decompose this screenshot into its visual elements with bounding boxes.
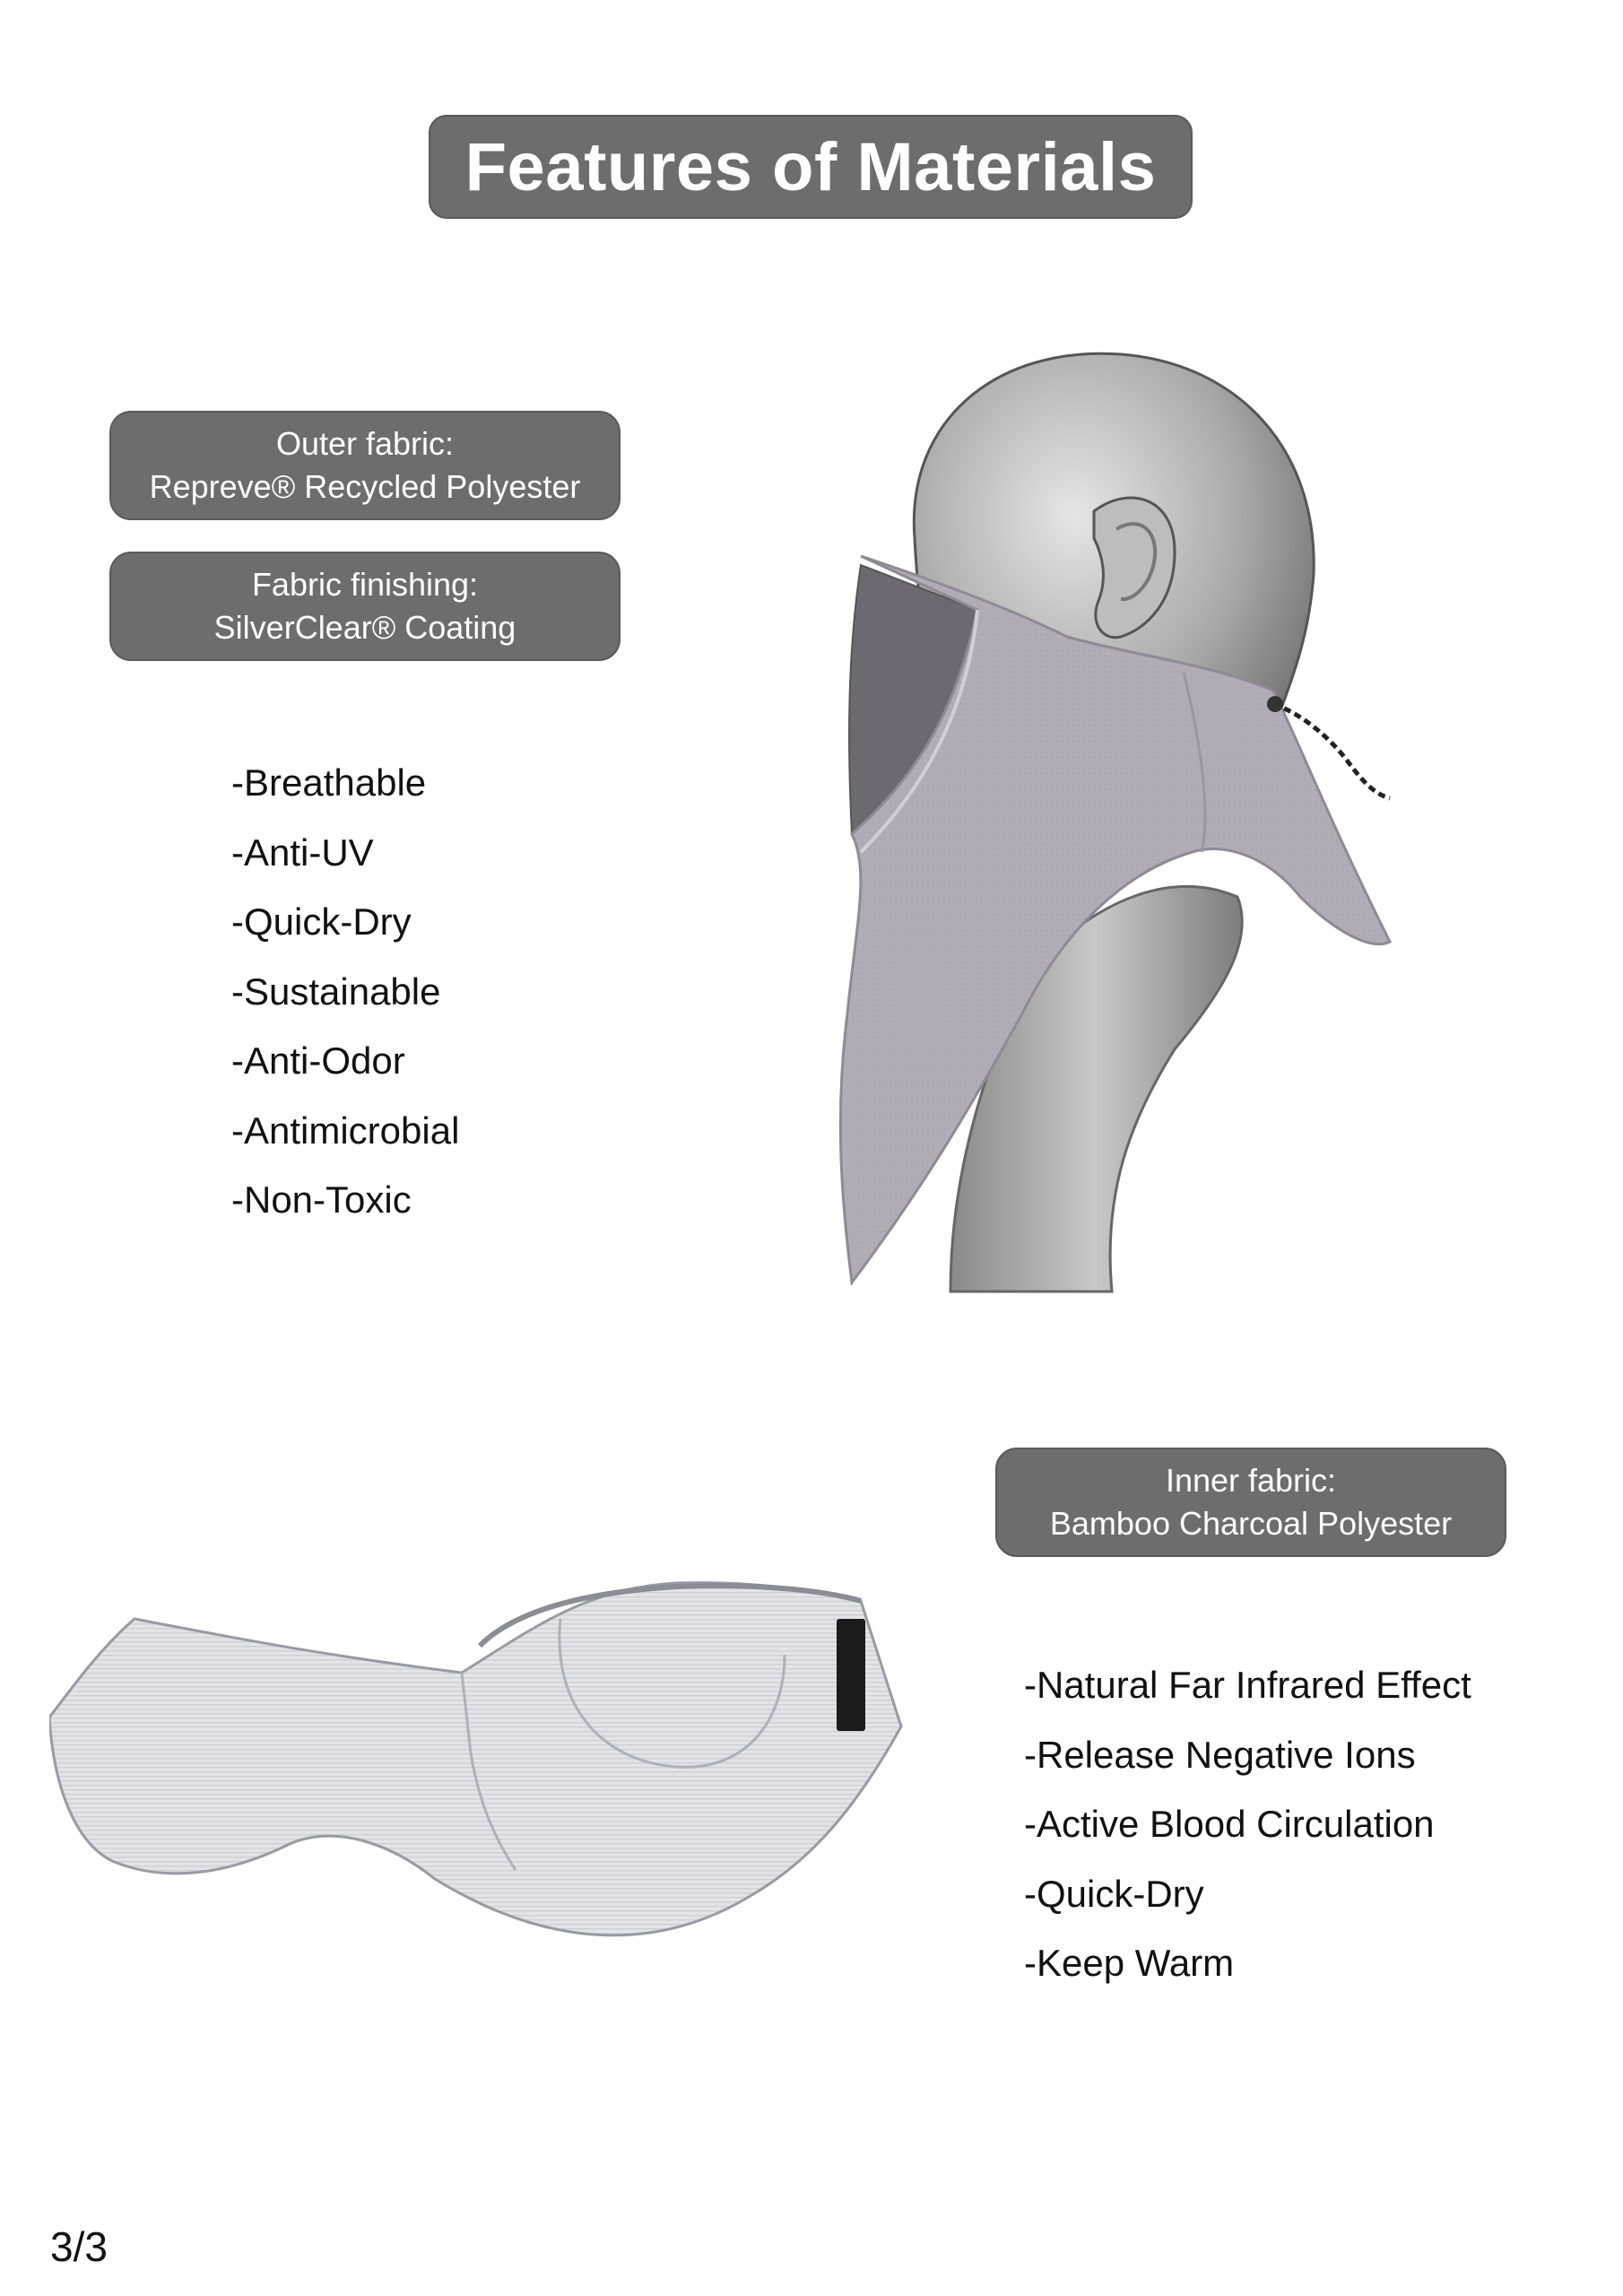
list-item: -Release Negative Ions	[1024, 1733, 1416, 1776]
fabric-finishing-heading: Fabric finishing:	[251, 566, 479, 603]
inner-features-list	[1024, 1650, 1471, 1998]
list-item: -Keep Warm	[1024, 1942, 1235, 1984]
page-number: 3/3	[50, 2223, 108, 2270]
outer-features-list	[231, 748, 459, 1235]
mannequin-head-illustration	[834, 314, 1417, 1300]
outer-fabric-name: Repreve® Recycled Polyester	[149, 468, 581, 505]
inner-fabric-heading: Inner fabric:	[1165, 1462, 1337, 1499]
inner-fabric-name: Bamboo Charcoal Polyester	[1049, 1505, 1453, 1542]
list-item: -Breathable	[231, 761, 427, 804]
mask-lining-illustration	[49, 1574, 910, 1960]
list-item: -Sustainable	[231, 970, 441, 1013]
list-item: -Quick-Dry	[231, 900, 412, 943]
list-item: -Anti-Odor	[231, 1039, 405, 1082]
fabric-finishing-label	[109, 552, 621, 661]
list-item: -Anti-UV	[231, 831, 374, 874]
list-item: -Antimicrobial	[231, 1109, 460, 1152]
fabric-finishing-name: SilverClear® Coating	[213, 609, 516, 646]
list-item: -Active Blood Circulation	[1024, 1803, 1435, 1845]
outer-fabric-label	[109, 411, 621, 520]
list-item: -Natural Far Infrared Effect	[1024, 1664, 1471, 1706]
page-title: Features of Materials	[429, 115, 1193, 219]
inner-fabric-label	[995, 1448, 1506, 1557]
list-item: -Quick-Dry	[1024, 1872, 1204, 1915]
outer-fabric-heading: Outer fabric:	[275, 425, 455, 462]
list-item: -Non-Toxic	[231, 1178, 412, 1221]
